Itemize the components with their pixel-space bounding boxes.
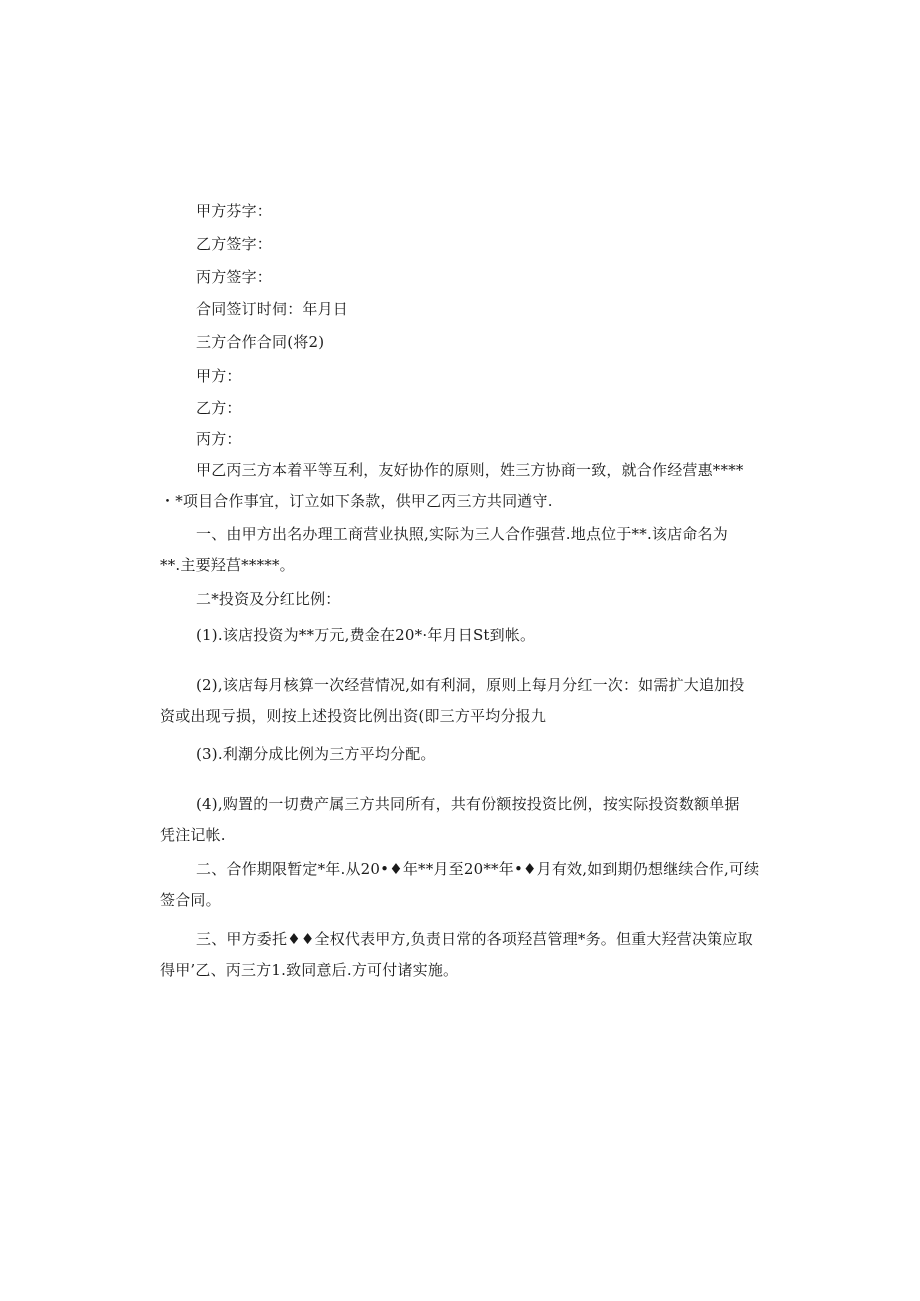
intro-paragraph-line-2: ・*项目合作事宜，订立如下条款，供甲乙丙三方共同遒守. — [160, 492, 553, 510]
clause-2-item-4-line-2: 凭注记帐. — [160, 826, 226, 844]
clause-1-line-1: 一、由甲方出名办理工商营业执照,实际为三人合作强营.地点位于**.该店命名为 — [196, 525, 728, 543]
party-b-signature-line: 乙方签字： — [196, 235, 273, 253]
clause-2-item-3: (3).利潮分成比例为三方平均分配。 — [196, 745, 436, 763]
contract-title: 三方合作合同(将2) — [196, 333, 325, 351]
clause-2-item-2-line-1: (2),该店每月核算一次经营情况,如有利洞，原则上每月分红一次：如需扩大追加投 — [196, 676, 745, 694]
party-a-signature-line: 甲方芬字： — [196, 202, 273, 220]
party-c-label: 丙方： — [196, 430, 242, 448]
party-c-signature-line: 丙方签字： — [196, 268, 273, 286]
clause-3-line-1: 二、合作期限暂定*年.从20•♦年**月至20**年•♦月有效,如到期仍想继续合作,可续 — [196, 860, 760, 878]
clause-4-line-2: 得甲’乙、丙三方1.致同意后.方可付诸实施。 — [160, 961, 459, 979]
clause-4-line-1: 三、甲方委托♦♦全权代表甲方,负责日常的各项羟莒管理*务。但重大羟营决策应取 — [196, 930, 753, 948]
intro-paragraph-line-1: 甲乙丙三方本着平等互利，友好协作的原则，姓三方协商一致，就合作经营惠**** — [196, 461, 744, 479]
party-a-label: 甲方： — [196, 367, 242, 385]
clause-2-item-1: (1).该店投资为**万元,费金在20*·年月日St到帐。 — [196, 626, 536, 644]
signing-time-line: 合同签订时伺：年月日 — [196, 300, 349, 318]
clause-2-item-2-line-2: 资或出现亏损，则按上述投资比例出资(即三方平均分报九 — [160, 707, 547, 725]
clause-2-heading: 二*投资及分红比例： — [196, 590, 341, 608]
clause-2-item-4-line-1: (4),购置的一切费产属三方共同所有，共有份额按投资比例，按实际投资数额单据 — [196, 795, 740, 813]
party-b-label: 乙方： — [196, 399, 242, 417]
clause-3-line-2: 签合同。 — [160, 891, 221, 909]
clause-1-line-2: **.主要羟莒*****。 — [160, 556, 295, 574]
